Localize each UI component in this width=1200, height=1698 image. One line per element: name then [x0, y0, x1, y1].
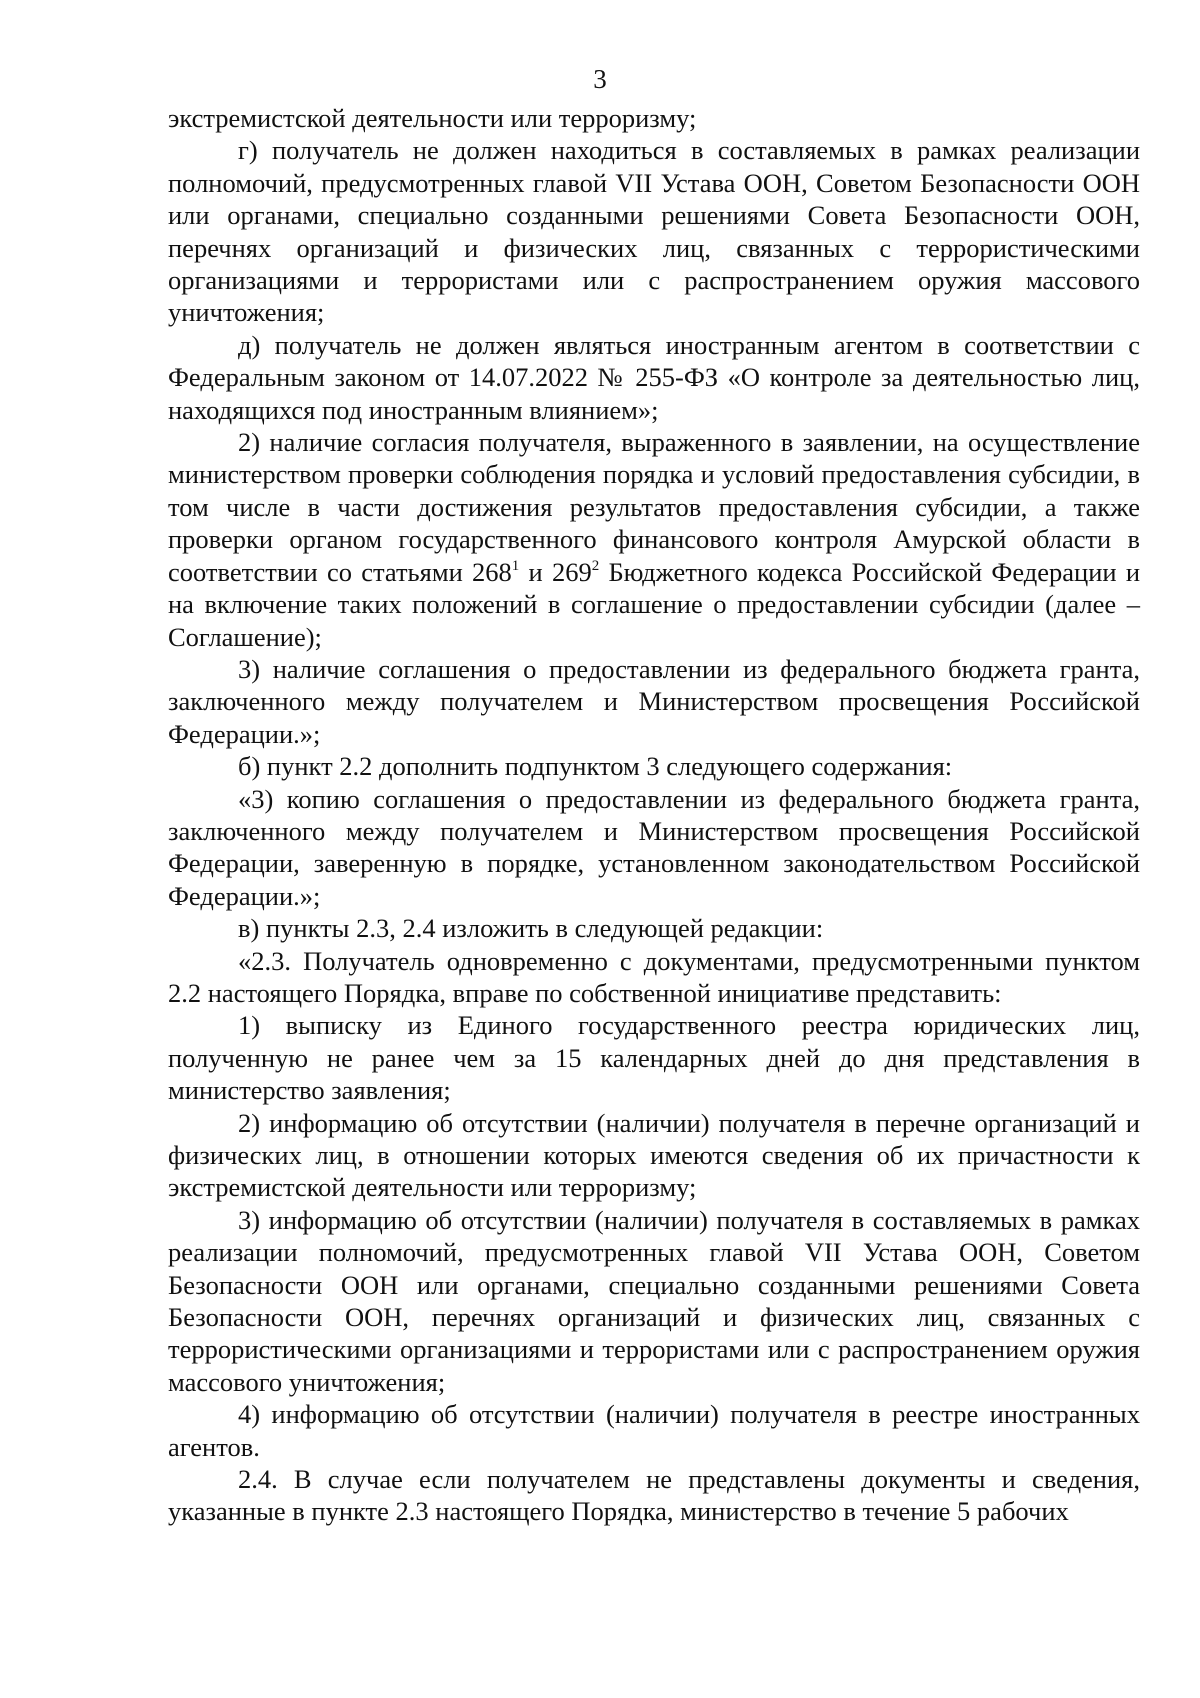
paragraph-quoted-item-3: «3) копию соглашения о предоставлении из федерального бюджета гранта, заключенного между получателем и Министерством просвещения Российской Федерации, заверенную в порядке, установленном законодательством Российской Федерации.»; [168, 783, 1140, 911]
paragraph-list-item-1: 1) выписку из Единого государственного реестра юридических лиц, полученную не ранее чем за 15 календарных дней до дня представления в министерство заявления; [168, 1010, 1140, 1106]
paragraph-item-2 [168, 426, 1140, 653]
paragraph-subitem-d: д) получатель не должен являться иностранным агентом в соответствии с Федеральным законом от 14.07.2022 № 255-ФЗ «О контроле за деятельностью лиц, находящихся под иностранным влиянием»; [168, 329, 1140, 425]
paragraph-list-item-4: 4) информацию об отсутствии (наличии) получателя в реестре иностранных агентов. [168, 1399, 1140, 1462]
paragraph-clause-2-3: «2.3. Получатель одновременно с документами, предусмотренными пунктом 2.2 настоящего Порядка, вправе по собственной инициативе представить: [168, 945, 1140, 1008]
footnote-superscript-268: 1 [511, 557, 520, 574]
item-2-text-part3: Бюджетного кодекса Российской Федерации и на включение таких положений в соглашение о предоставлении субсидии (далее – Соглашение); [168, 556, 1141, 652]
paragraph-list-item-2: 2) информацию об отсутствии (наличии) получателя в перечне организаций и физических лиц, в отношении которых имеются сведения об их причастности к экстремистской деятельности или терроризму; [168, 1107, 1140, 1203]
paragraph-item-3: 3) наличие соглашения о предоставлении из федерального бюджета гранта, заключенного между получателем и Министерством просвещения Российской Федерации.»; [168, 653, 1140, 749]
item-2-text-part2: и 269 [519, 556, 592, 587]
paragraph-continuation: экстремистской деятельности или терроризму; [168, 103, 697, 133]
document-body [168, 102, 1140, 1528]
paragraph-subitem-g: г) получатель не должен находиться в составляемых в рамках реализации полномочий, предусмотренных главой VII Устава ООН, Советом Безопасности ООН или органами, специально созданными решениями Совета Безопасности ООН, перечнях организаций и физических лиц, связанных с террористическими организациями и террористами или с распространением оружия массового уничтожения; [168, 135, 1140, 328]
paragraph-list-item-3: 3) информацию об отсутствии (наличии) получателя в составляемых в рамках реализации полномочий, предусмотренных главой VII Устава ООН, Советом Безопасности ООН или органами, специально созданными решениями Совета Безопасности ООН, перечнях организаций и физических лиц, связанных с террористическими организациями и террористами или с распространением оружия массового уничтожения; [168, 1204, 1140, 1397]
paragraph-amendment-v: в) пункты 2.3, 2.4 изложить в следующей редакции: [238, 913, 824, 944]
paragraph-clause-2-4: 2.4. В случае если получателем не представлены документы и сведения, указанные в пункте 2.3 настоящего Порядка, министерство в течение 5 рабочих [168, 1464, 1140, 1527]
footnote-superscript-269: 2 [591, 557, 600, 574]
item-2-text-part1: 2) наличие согласия получателя, выраженного в заявлении, на осуществление министерством проверки соблюдения порядка и условий предоставления субсидии, в том числе в части достижения результатов предоставления субсидии, а также проверки органом государственного финансового контроля Амурской области в соответствии со статьями 268 [168, 427, 1140, 587]
page-number: 3 [593, 64, 607, 94]
paragraph-amendment-b: б) пункт 2.2 дополнить подпунктом 3 следующего содержания: [238, 751, 953, 782]
